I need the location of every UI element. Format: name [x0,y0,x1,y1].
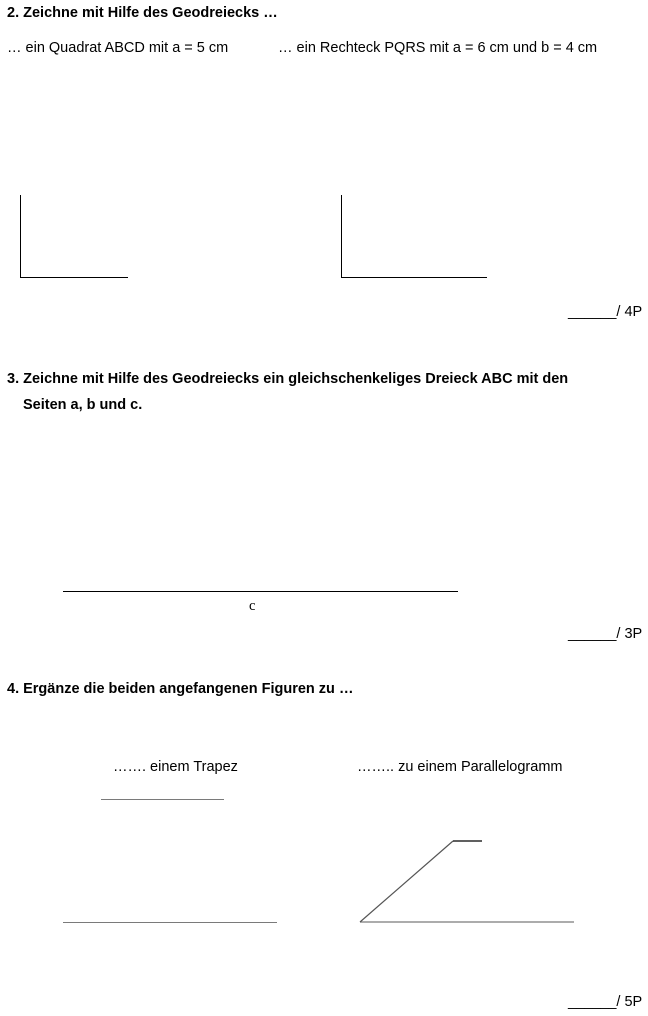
task2-square-instruction: … ein Quadrat ABCD mit a = 5 cm [7,40,229,56]
task4-trapezoid-instruction: ……. einem Trapez [113,759,238,775]
task4-points: ______/ 5P [568,994,643,1010]
triangle-base-label: c [249,598,256,614]
task2-title: 2. Zeichne mit Hilfe des Geodreiecks … [7,5,278,21]
task4-title: 4. Ergänze die beiden angefangenen Figuren zu … [7,681,354,697]
task3-points: ______/ 3P [568,626,643,642]
task2-points: ______/ 4P [568,304,643,320]
task3-title-line2: Seiten a, b und c. [23,397,143,413]
task4-parallelogram-instruction: …….. zu einem Parallelogramm [357,759,563,775]
task2-rectangle-instruction: … ein Rechteck PQRS mit a = 6 cm und b = 4 cm [278,40,598,56]
task3-title-line1: 3. Zeichne mit Hilfe des Geodreiecks ein gleichschenkeliges Dreieck ABC mit den [7,371,569,387]
parallelogram-slanted-side [360,841,453,922]
